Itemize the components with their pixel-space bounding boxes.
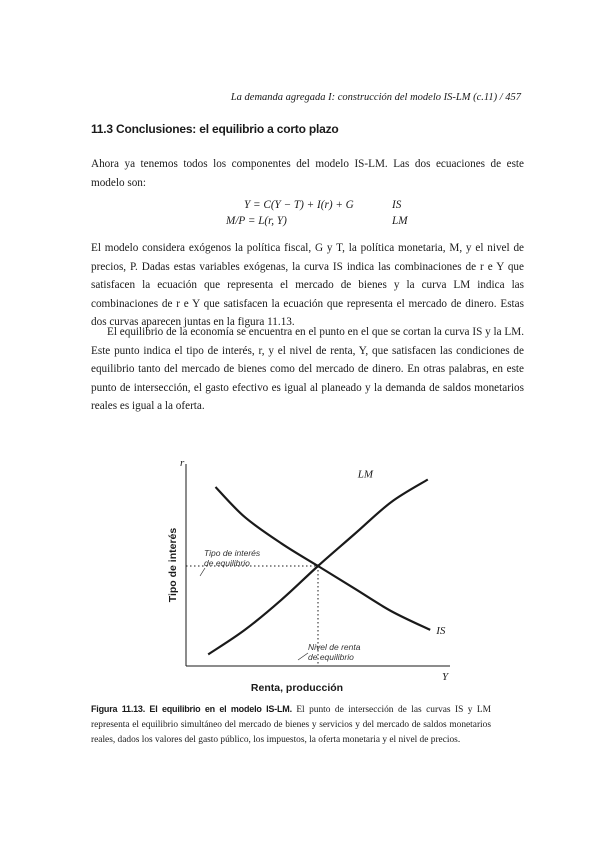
paragraph-intro: Ahora ya tenemos todos los componentes del modelo IS-LM. Las dos ecuaciones de este modelo son: [91, 158, 524, 189]
equation-is: Y = C(Y − T) + I(r) + G [244, 199, 354, 211]
curve-label-is: IS [436, 624, 446, 637]
annotation-income-line2: de equilibrio [308, 652, 354, 662]
islm-chart [160, 452, 460, 697]
annotation-rate-pointer [200, 568, 205, 576]
y-axis-symbol: r [180, 457, 185, 469]
curve-label-lm: LM [357, 468, 374, 481]
annotation-rate-line1: Tipo de interés [204, 548, 261, 558]
running-head: La demanda agregada I: construcción del modelo IS-LM (c.11) / 457 [230, 92, 521, 103]
paragraph-model: El modelo considera exógenos la política fiscal, G y T, la política monetaria, M, y el nivel de precios, P. Dadas estas variables exógenas, la curva IS indica las combinaciones de r e Y que satisfacen la ecuación que representa el mercado de bienes y la curva LM indica las combinaciones de r e Y que satisfacen la ecuación que representa el mercado de dinero. Estas dos curvas aparecen juntas en la figura 11.13. [91, 242, 524, 328]
annotation-rate-line2: de equilibrio [204, 558, 250, 568]
equilibrium-point [316, 564, 319, 567]
annotation-income-pointer [298, 653, 308, 660]
section-title: 11.3 Conclusiones: el equilibrio a corto plazo [91, 122, 339, 136]
caption-text: El punto de intersección de las curvas IS y LM representa el equilibrio simultáneo del mercado de bienes y servicios y del mercado de saldos monetarios reales, dados los valores del gasto público, los impuestos, la oferta monetaria y el nivel de precios. [91, 705, 491, 746]
y-axis-label: Tipo de interés [167, 527, 179, 603]
annotation-income-line1: Nivel de renta [308, 642, 361, 652]
caption-label: Figura 11.13. El equilibrio en el modelo IS-LM. [91, 704, 292, 714]
figure-caption [91, 702, 491, 749]
x-axis-label: Renta, producción [250, 682, 344, 694]
equation-lm: M/P = L(r, Y) [226, 215, 287, 227]
x-axis-symbol: Y [442, 671, 449, 683]
equation-is-tag: IS [392, 199, 402, 211]
equation-lm-tag: LM [392, 215, 408, 227]
paragraph-equilibrium: El equilibrio de la economía se encuentra en el punto en el que se cortan la curva IS y la LM. Este punto indica el tipo de interés, r, y el nivel de renta, Y, que satisfacen las condiciones de equilibrio tanto del mercado de bienes como del mercado de dinero. En otras palabras, en este punto de intersección, el gasto efectivo es igual al planeado y la demanda de saldos monetarios reales es igual a la oferta. [91, 326, 524, 412]
